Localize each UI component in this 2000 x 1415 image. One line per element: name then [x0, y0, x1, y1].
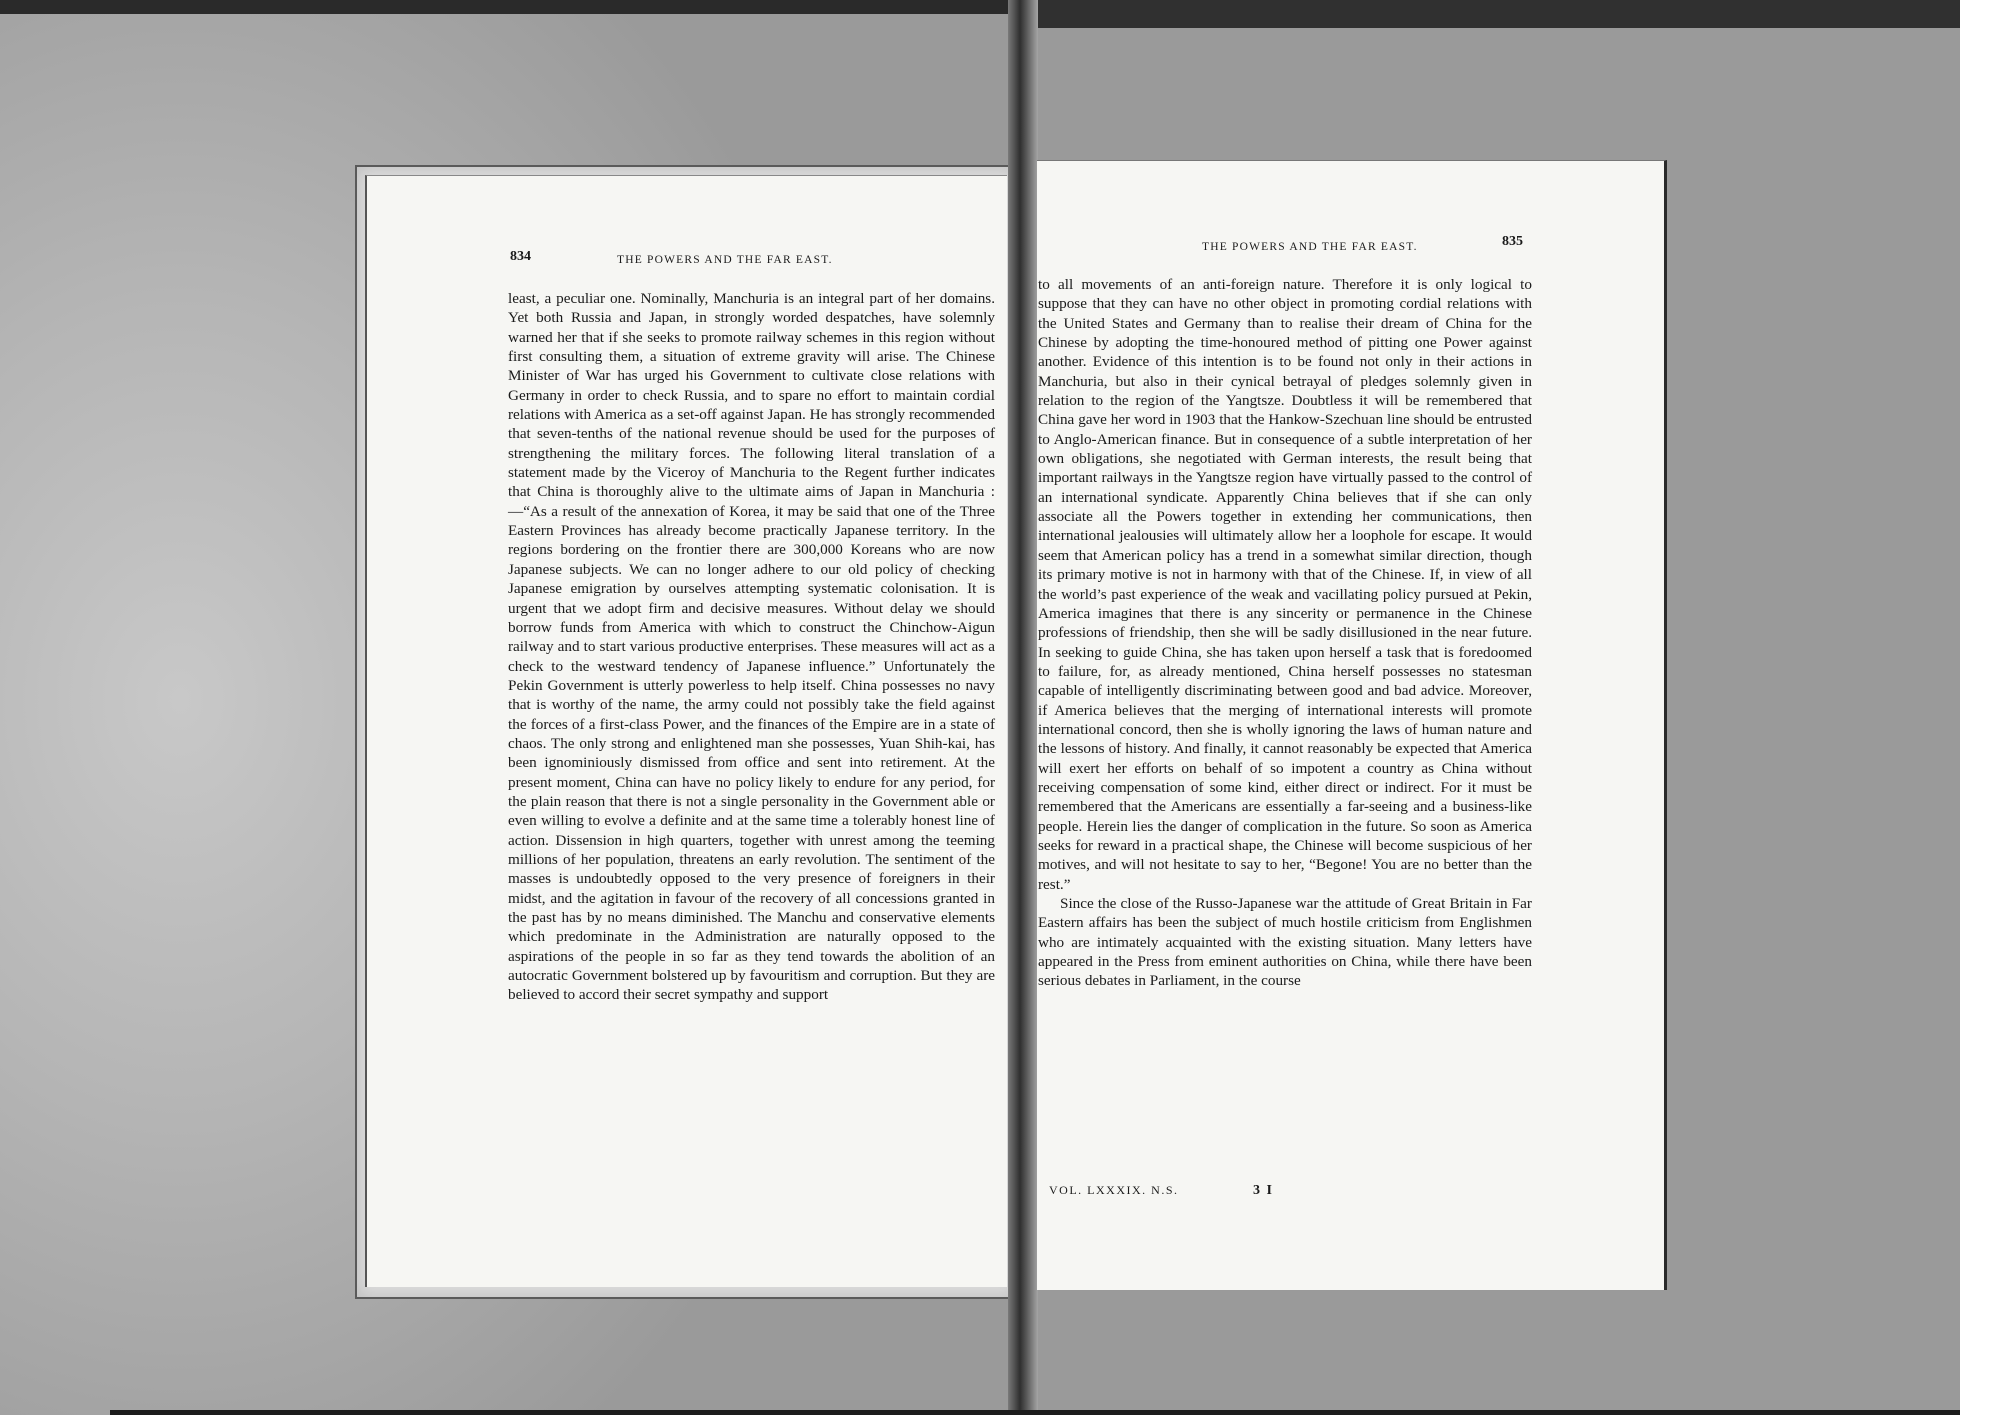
scan-edge-bottom	[110, 1410, 1960, 1415]
running-head: THE POWERS AND THE FAR EAST.	[1202, 241, 1418, 253]
paragraph: Since the close of the Russo-Japanese war the attitude of Great Britain in Far Eastern affairs has been the subject of much hostile criticism from Englishmen who are intimately acquainted with the existing situation. Many letters have appeared in the Press from eminent authorities on China, while there have been serious debates in Parliament, in the course	[1038, 895, 1532, 990]
page-body-text	[508, 289, 995, 1005]
book-gutter	[1008, 0, 1038, 1415]
paragraph: least, a peculiar one. Nominally, Manchuria is an integral part of her domains. Yet both Russia and Japan, in strongly worded despatches, have solemnly warned her that if she seeks to promote railway schemes in this region without first consulting them, a situation of extreme gravity will arise. The Chinese Minister of War has urged his Government to cultivate close relations with Germany in order to check Russia, and to spare no effort to maintain cordial relations with America as a set-off against Japan. He has strongly recommended that seven-tenths of the national revenue should be used for the purposes of strengthening the military forces. The following literal translation of a statement made by the Viceroy of Manchuria to the Regent further indicates that China is thoroughly alive to the ultimate aims of Japan in Manchuria :—“As a result of the annexation of Korea, it may be said that one of the Three Eastern Provinces has already become practically Japanese territory. In the regions bordering on the frontier there are 300,000 Koreans who are now Japanese subjects. We can no longer adhere to our old policy of checking Japanese emigration by ourselves attempting systematic colonisation. It is urgent that we adopt firm and decisive measures. Without delay we should borrow funds from America with which to construct the Chinchow-Aigun railway and to start various productive enterprises. These measures will act as a check to the westward tendency of Japanese influence.” Unfortunately the Pekin Government is utterly powerless to help itself. China possesses no navy that is worthy of the name, the army could not possibly take the field against the forces of a first-class Power, and the finances of the Empire are in a state of chaos. The only strong and enlightened man she possesses, Yuan Shih-kai, has been ignominiously dismissed from office and sent into retirement. At the present moment, China can have no policy likely to endure for any period, for the plain reason that there is not a single personality in the Government able or even willing to evolve a definite and at the same time a tolerably honest line of action. Dissension in high quarters, together with unrest among the teeming millions of her population, threatens an early revolution. The sentiment of the masses is undoubtedly opposed to the very presence of foreigners in their midst, and the agitation in favour of the recovery of all concessions granted in the past has by no means diminished. The Manchu and conservative elements which predominate in the Administration are naturally opposed to the aspirations of the people in so far as they tend towards the abolition of an autocratic Government bolstered up by favouritism and corruption. But they are believed to accord their secret sympathy and support	[508, 290, 995, 1004]
scan-edge-top-left	[0, 0, 1010, 14]
page-number: 834	[510, 249, 531, 264]
paragraph: to all movements of an anti-foreign nature. Therefore it is only logical to suppose that they can have no other object in promoting cordial relations with the United States and Germany than to realise their dream of China for the Chinese by adopting the time-honoured method of pitting one Power against another. Evidence of this intention is to be found not only in their actions in Manchuria, but also in their cynical betrayal of pledges solemnly given in relation to the region of the Yangtsze. Doubtless it will be remembered that China gave her word in 1903 that the Hankow-Szechuan line should be entrusted to Anglo-American finance. But in consequence of a subtle interpretation of her own obligations, she negotiated with German interests, the result being that important railways in the Yangtsze region have virtually passed to the control of an international syndicate. Apparently China believes that if she can only associate all the Powers together in extending her communications, then international jealousies will ultimately allow her a loophole for escape. It would seem that American policy has a trend in a somewhat similar direction, though its primary motive is not in harmony with that of the Chinese. If, in view of all the world’s past experience of the weak and vacillating policy pursued at Pekin, America imagines that there is any sincerity or permanence in the Chinese professions of friendship, then she will be sadly disillusioned in the near future. In seeking to guide China, she has taken upon herself a task that is foredoomed to failure, for, as already mentioned, China herself possesses no statesman capable of intelligently discriminating between good and bad advice. Moreover, if America believes that the merging of international interests will promote international concord, then she is wholly ignoring the laws of human nature and the lessons of history. And finally, it cannot reasonably be expected that America will exert her efforts on behalf of so impotent a country as China without receiving compensation of some kind, either direct or indirect. For it must be remembered that the Americans are essentially a far-seeing and a business-like people. Herein lies the danger of complication in the future. So soon as America seeks for reward in a practical shape, the Chinese will become suspicious of her motives, and will not hesitate to say to her, “Begone! You are no better than the rest.”	[1038, 276, 1532, 893]
volume-label: VOL. LXXXIX. N.S.	[1049, 1183, 1179, 1197]
scan-edge-right	[1960, 0, 2000, 1415]
scan-edge-top-right	[1035, 0, 2000, 28]
signature-mark: 3 I	[1253, 1183, 1274, 1198]
running-head: THE POWERS AND THE FAR EAST.	[617, 254, 833, 266]
left-page	[365, 175, 1007, 1287]
right-page	[1037, 160, 1667, 1290]
page-body-text	[1038, 275, 1532, 991]
page-number: 835	[1502, 234, 1523, 249]
printer-signature-line	[1049, 1183, 1273, 1199]
